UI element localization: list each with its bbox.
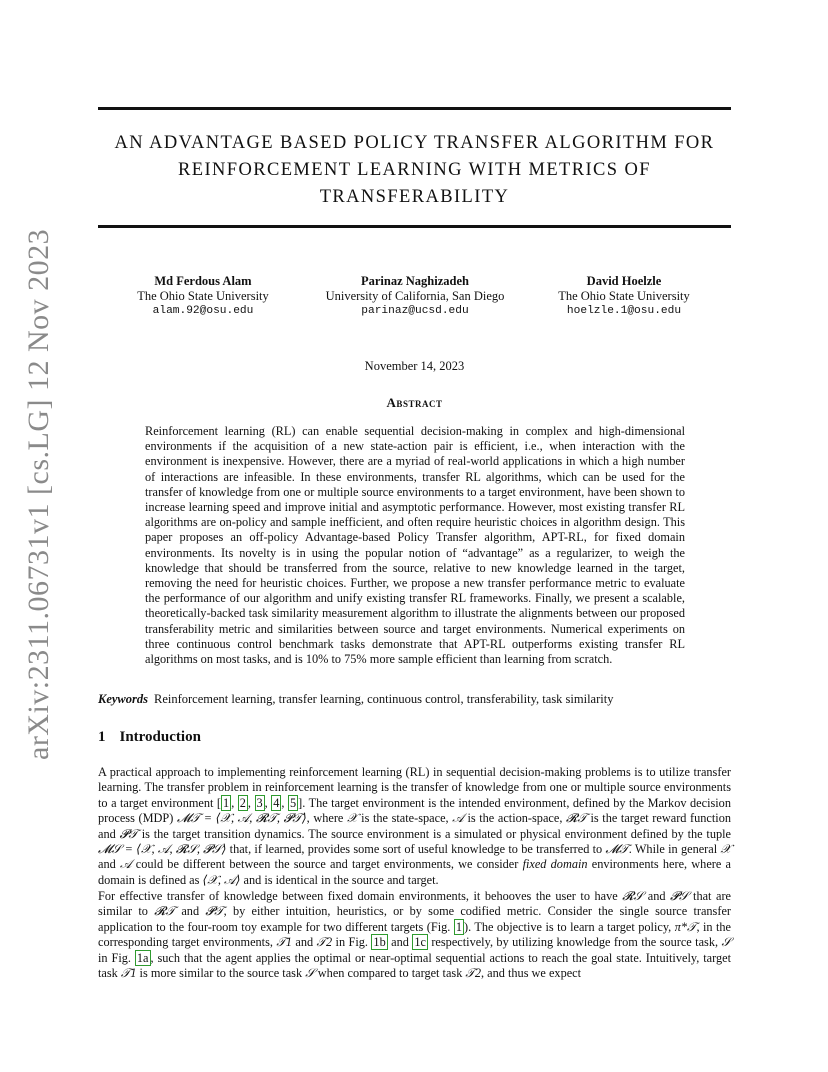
math-expression: 𝒯1 — [120, 966, 137, 981]
paper-title: AN ADVANTAGE BASED POLICY TRANSFER ALGORITHM FOR REINFORCEMENT LEARNING WITH METRICS OF TRANSFERABILITY — [114, 133, 715, 207]
citation-link[interactable]: 4 — [273, 795, 280, 810]
author-affiliation: University of California, San Diego — [325, 289, 505, 303]
intro-paragraph-2 — [98, 889, 731, 981]
citation-link[interactable]: 1 — [223, 795, 230, 810]
citation-link[interactable]: 2 — [239, 795, 246, 810]
text-run: in Fig. — [98, 950, 135, 965]
math-expression: 𝒯2 — [465, 966, 481, 981]
text-run: that, if learned, provides some sort of useful knowledge to be transferred to — [226, 842, 606, 857]
text-run: , and thus we expect — [481, 966, 582, 981]
text-run: For effective transfer of knowledge between fixed domain environments, it behooves the user to have — [98, 889, 623, 903]
text-run: in Fig. — [332, 935, 372, 950]
author-email: alam.92@osu.edu — [152, 305, 254, 317]
text-run: , such that the agent applies the optimal or near-optimal sequential actions to reach the goal state. Intuitively, target task — [98, 950, 731, 981]
text-run: , by either intuition, heuristics, or by some codified metric. Consider the single source transfer application to the four-room toy example for two different targets (Fig. — [98, 904, 731, 934]
figure-link[interactable]: 1b — [373, 935, 386, 950]
math-expression: 𝒜 — [119, 857, 132, 872]
abstract-text: Reinforcement learning (RL) can enable sequential decision-making in complex and high-dimensional environments if the acquisition of a new state-action pair is efficient, i.e., when interaction with the environment is inexpensive. However, there are a myriad of real-world applications in which a high number of interactions are infeasible. In these environments, transfer RL algorithms, which can be used for the transfer of knowledge from one or multiple source environments to a target environment, have been shown to increase learning speed and improve initial and asymptotic performance. However, most existing transfer RL algorithms are on-policy and sample inefficient, and often require heuristic choices in algorithm design. This paper proposes an off-policy Advantage-based Policy Transfer algorithm, APT-RL, for fixed domain environments. Its novelty is in using the popular notion of “advantage” as a regularizer, to weigh the knowledge that should be transferred from the source, relative to new knowledge learned in the target, removing the need for heuristic choices. Further, we propose a new transfer performance metric to evaluate the performance of our algorithm and unify existing transfer RL frameworks. Finally, we present a scalable, theoretically-backed task similarity measurement algorithm to illustrate the alignments between our proposed transferability metric and similarities between source and target environments. Numerical experiments on three continuous control benchmark tasks demonstrate that APT-RL outperforms existing transfer RL algorithms on most tasks, and is 10% to 75% more sample efficient than learning from scratch. — [145, 424, 685, 667]
text-run: ]. The target environment is the intended environment, defined by the Markov decision process (MDP) — [98, 795, 731, 826]
intro-paragraph-1: A practical approach to implementing reinforcement learning (RL) in sequential decision-making problems is to utilize transfer learning. The transfer problem in reinforcement learning is the transfer of knowledge from one or multiple source environments to a target environment [ 1 , 2 , 3 , 4 , 5 ]. The target environment is the intended environment, defined by the Markov decision process (MDP) 𝓜𝒯 = ⟨𝒳, 𝒜, 𝓡𝒯, 𝓟𝒯⟩, where 𝒳 is the state-space, 𝒜 is the action-space, 𝓡𝒯 is the target reward function and 𝓟𝒯 is the target transition dynamics. The source environment is a simulated or physical environment defined by the tuple 𝓜𝒮 = ⟨𝒳, 𝒜, 𝓡𝒮, 𝓟𝒮⟩ that, if learned, provides some sort of useful knowledge to be transferred to 𝓜𝒯. While in general 𝒳 and 𝒜 could be different between the source and target environments, we consider fixed domain environments here, where a domain is defined as ⟨𝒳, 𝒜⟩ and is identical in the source and target. — [98, 765, 732, 887]
text-run: and — [291, 935, 317, 950]
title-rule-top — [98, 107, 731, 110]
text-run: ). The objective is to learn a target policy, — [463, 919, 675, 934]
math-expression: 𝒮 — [305, 966, 315, 981]
arxiv-identifier: arXiv:2311.06731v1 [cs.LG] 12 Nov 2023 — [22, 228, 55, 760]
author-1 — [88, 274, 318, 319]
author-email: parinaz@ucsd.edu — [361, 305, 469, 317]
author-affiliation: The Ohio State University — [137, 289, 269, 303]
math-expression: π*𝒯 — [674, 919, 697, 934]
math-expression: 𝒳 — [346, 811, 358, 826]
figure-link[interactable]: 1 — [455, 919, 462, 934]
keywords-line — [98, 692, 731, 707]
math-expression: ⟨𝒳, 𝒜⟩ — [202, 872, 241, 887]
citation-link[interactable]: 3 — [256, 795, 263, 810]
math-expression: 𝓟𝒯 — [205, 904, 224, 919]
section-heading — [98, 729, 201, 746]
text-run: and is identical in the source and target. — [240, 872, 439, 887]
figure-link[interactable]: 1c — [414, 935, 426, 950]
author-name: Parinaz Naghizadeh — [361, 274, 469, 288]
text-run: is more similar to the source task — [136, 966, 306, 981]
figure-link[interactable]: 1a — [136, 950, 149, 965]
emphasis: fixed domain — [522, 857, 588, 872]
citation-link[interactable]: 5 — [289, 795, 297, 810]
title-rule-bottom — [98, 225, 731, 228]
text-run: , in the corresponding target environments, — [98, 919, 731, 950]
text-run: is the target transition dynamics. The source environment is a simulated or physical environment defined by the tuple — [137, 826, 731, 841]
math-expression: 𝒜 — [452, 811, 464, 826]
math-expression: 𝓜𝒯 = ⟨𝒳, 𝒜, 𝓡𝒯, 𝓟𝒯⟩ — [176, 811, 307, 826]
abstract-heading: Abstract — [386, 395, 443, 410]
math-expression: 𝓟𝒮 — [670, 889, 689, 903]
math-expression: 𝒮 — [721, 935, 731, 950]
section-number: 1 — [98, 729, 106, 745]
author-email: hoelzle.1@osu.edu — [566, 305, 682, 317]
math-expression: 𝓡𝒮 — [622, 889, 644, 903]
math-expression: 𝒯1 — [276, 935, 292, 950]
math-expression: 𝓟𝒯 — [119, 826, 138, 841]
text-run: . While in general — [628, 842, 721, 857]
author-name: David Hoelzle — [586, 274, 662, 288]
section-title: Introduction — [119, 729, 201, 745]
author-name: Md Ferdous Alam — [154, 274, 252, 288]
publication-date: November 14, 2023 — [364, 359, 465, 373]
author-affiliation: The Ohio State University — [558, 289, 690, 303]
math-expression: 𝓡𝒯 — [566, 811, 587, 826]
text-run: that are similar to — [98, 889, 732, 919]
text-run: and — [98, 857, 120, 872]
text-run: respectively, by utilizing knowledge from the source task, — [427, 935, 722, 950]
text-run: and — [387, 935, 413, 950]
math-expression: 𝓜𝒮 = ⟨𝒳, 𝒜, 𝓡𝒮, 𝓟𝒮⟩ — [98, 842, 227, 857]
math-expression: 𝒳 — [720, 842, 732, 857]
text-run: and — [175, 904, 206, 919]
author-block — [98, 274, 731, 324]
text-run: could be different between the source and target environments, we consider — [131, 857, 523, 872]
text-run: , where — [306, 811, 347, 826]
text-run: is the state-space, — [357, 811, 453, 826]
text-run: A practical approach to implementing reinforcement learning (RL) in sequential decision-making problems is to utilize transfer learning. The transfer problem in reinforcement learning is the transfer of knowledge from one or multiple source environments to a target environment [ — [98, 765, 731, 810]
text-run: environments here, where a domain is defined as — [98, 857, 731, 887]
text-run: is the target reward function and — [98, 811, 732, 841]
math-expression: 𝓜𝒯 — [605, 842, 629, 857]
text-run: and — [643, 889, 671, 903]
text-run: is the action-space, — [463, 811, 566, 826]
author-2 — [300, 274, 530, 319]
text-run: when compared to target task — [314, 966, 466, 981]
math-expression: 𝓡𝒯 — [154, 904, 176, 919]
keywords-list: Reinforcement learning, transfer learning, continuous control, transferability, task similarity — [154, 692, 614, 706]
keywords-label: Keywords — [98, 692, 148, 706]
math-expression: 𝒯2 — [316, 935, 333, 950]
author-3 — [509, 274, 739, 319]
